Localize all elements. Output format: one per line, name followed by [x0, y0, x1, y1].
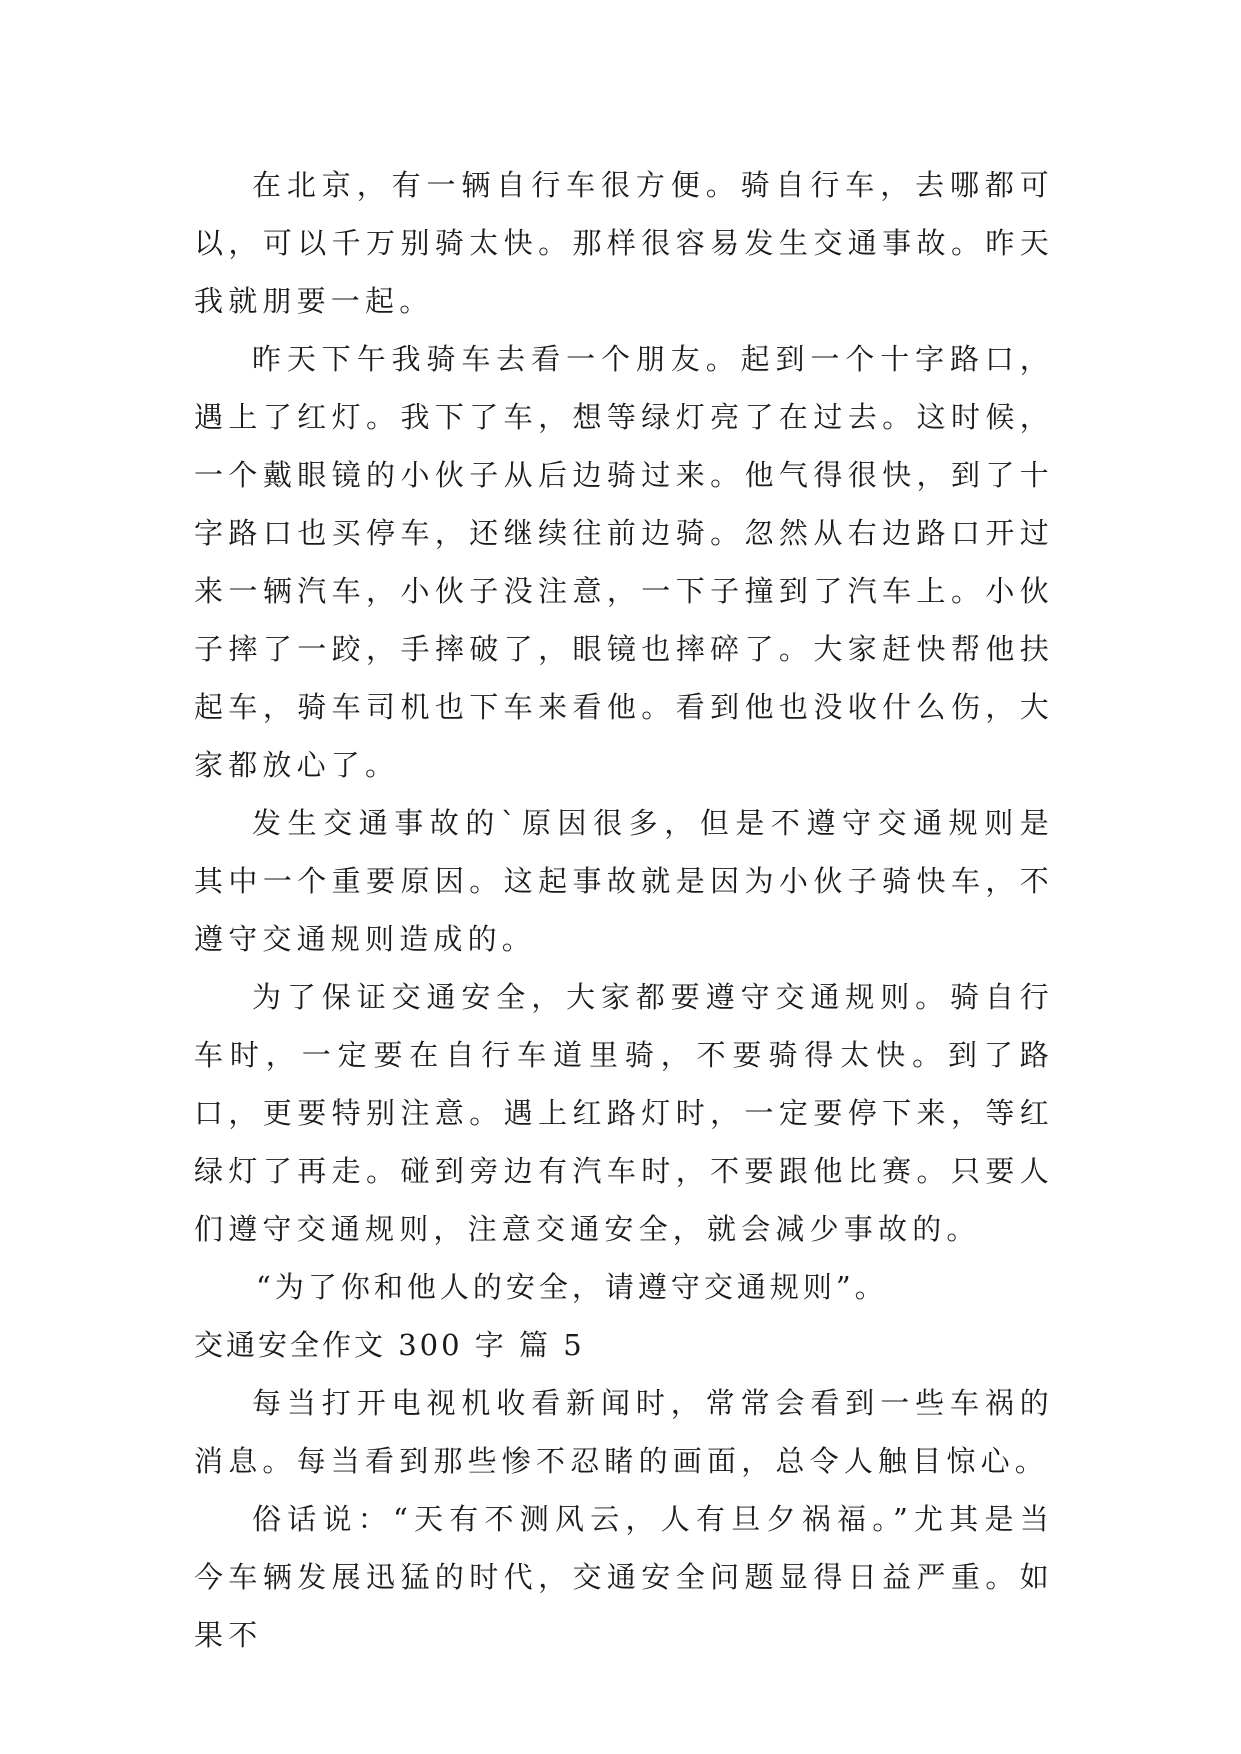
- paragraph-1: 在北京，有一辆自行车很方便。骑自行车，去哪都可以，可以千万别骑太快。那样很容易发生交通事故。昨天我就朋要一起。: [194, 168, 1054, 318]
- slogan-quote: “为了你和他人的安全，请遵守交通规则”。: [256, 1270, 888, 1304]
- section-heading: 交通安全作文 300 字 篇 5: [194, 1328, 585, 1362]
- paragraph-2: 昨天下午我骑车去看一个朋友。起到一个十字路口，遇上了红灯。我下了车，想等绿灯亮了在过去。这时候，一个戴眼镜的小伙子从后边骑过来。他气得很快，到了十字路口也买停车，还继续往前边骑。忽然从右边路口开过来一辆汽车，小伙子没注意，一下子撞到了汽车上。小伙子摔了一跤，手摔破了，眼镜也摔碎了。大家赶快帮他扶起车，骑车司机也下车来看他。看到他也没收什么伤，大家都放心了。: [194, 342, 1054, 782]
- document-page: [194, 156, 1054, 1664]
- paragraph-3: 发生交通事故的`原因很多，但是不遵守交通规则是其中一个重要原因。这起事故就是因为小伙子骑快车，不遵守交通规则造成的。: [194, 806, 1054, 956]
- paragraph-5: 每当打开电视机收看新闻时，常常会看到一些车祸的消息。每当看到那些惨不忍睹的画面，总令人触目惊心。: [194, 1386, 1054, 1478]
- paragraph-6: 俗话说：“天有不测风云，人有旦夕祸福。”尤其是当今车辆发展迅猛的时代，交通安全问题显得日益严重。如果不: [194, 1502, 1054, 1652]
- paragraph-4: 为了保证交通安全，大家都要遵守交通规则。骑自行车时，一定要在自行车道里骑，不要骑得太快。到了路口，更要特别注意。遇上红路灯时，一定要停下来，等红绿灯了再走。碰到旁边有汽车时，不要跟他比赛。只要人们遵守交通规则，注意交通安全，就会减少事故的。: [194, 980, 1054, 1246]
